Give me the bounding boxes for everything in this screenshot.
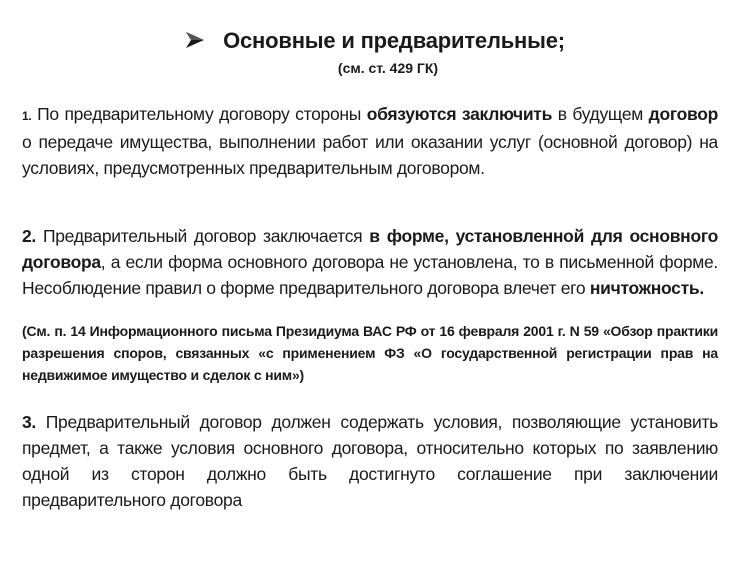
bold-text: ничтожность. xyxy=(589,278,704,298)
reference-note: (См. п. 14 Информационного письма Президиума ВАС РФ от 16 февраля 2001 г. N 59 «Обзор практики разрешения споров, связанных «с применением ФЗ «О государственной регистрации прав на недвижимое имущество и сделок с ним») xyxy=(22,323,718,383)
bold-text: обязуются заключить xyxy=(366,104,553,124)
text: , а если форма основного договора не установлена, то в письменной форме. Несоблюдение правил о форме предварительного договора влечет его xyxy=(22,252,718,298)
text: По предварительному договору стороны xyxy=(31,104,367,124)
arrow-bullet-icon xyxy=(185,31,205,49)
paragraph-number: 3. xyxy=(22,412,36,432)
paragraph-number: 1. xyxy=(22,109,32,123)
paragraph-number: 2. xyxy=(22,226,36,246)
bold-text: договор xyxy=(648,104,718,124)
slide-subtitle: (см. ст. 429 ГК) xyxy=(337,60,439,76)
text: о передаче имущества, выполнении работ или оказании услуг (основной договор) на условиях, предусмотренных предварительным договором. xyxy=(22,132,718,178)
paragraph-3 xyxy=(22,409,718,513)
title-text: Основные и предварительные; xyxy=(223,28,565,53)
bold-text: в форме, установленной для основного договора xyxy=(22,226,718,272)
text: Предварительный договор должен содержать условия, позволяющие установить предмет, а также условия основного договора, относительно которых по заявлению одной из сторон должно быть достигнуто соглашение при заключении предварительного договора xyxy=(22,412,718,510)
text: Предварительный договор заключается xyxy=(36,226,370,246)
paragraph-2 xyxy=(22,223,718,301)
slide-title xyxy=(0,28,750,54)
text: в будущем xyxy=(552,104,649,124)
paragraph-1 xyxy=(22,101,718,181)
